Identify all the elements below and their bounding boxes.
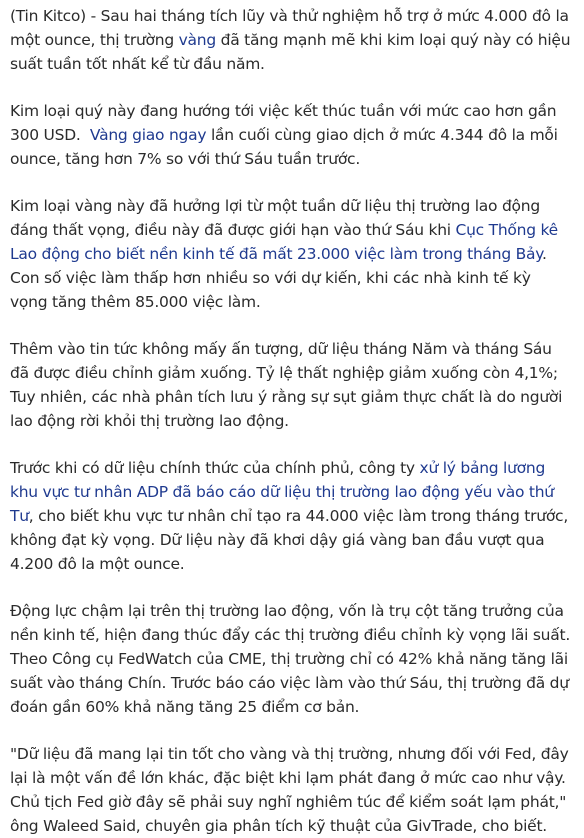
paragraph-3 xyxy=(10,194,572,314)
paragraph-text: , cho biết khu vực tư nhân chỉ tạo ra 44.000 việc làm trong tháng trước, không đạt kỳ vọng. Dữ liệu này đã khơi dậy giá vàng ban đầu vượt qua 4.200 đô la một ounce. xyxy=(10,507,569,573)
paragraph-text: (Tin Kitco) - Sau hai tháng tích lũy và thử nghiệm hỗ trợ ở mức 4.000 đô la một ounce, thị trường xyxy=(10,7,569,49)
link-adp-report[interactable]: xử lý bảng lương khu vực tư nhân ADP đã báo cáo dữ liệu thị trường lao động yếu vào thứ Tư xyxy=(10,459,554,525)
paragraph-text: . Con số việc làm thấp hơn nhiều so với dự kiến, khi các nhà kinh tế kỳ vọng tăng thêm 85.000 việc làm. xyxy=(10,245,547,311)
paragraph-2 xyxy=(10,99,572,171)
paragraph-7 xyxy=(10,742,572,838)
paragraph-5 xyxy=(10,456,572,576)
paragraph-text: "Dữ liệu đã mang lại tin tốt cho vàng và thị trường, nhưng đối với Fed, đây lại là một vấn đề lớn khác, đặc biệt khi lạm phát đang ở mức cao như vậy. Chủ tịch Fed giờ đây sẽ phải suy nghĩ nghiêm túc để kiểm soát lạm phát," ông Waleed Said, chuyên gia phân tích kỹ thuật của GivTrade, cho biết. xyxy=(10,745,569,835)
paragraph-text: Động lực chậm lại trên thị trường lao động, vốn là trụ cột tăng trưởng của nền kinh tế, hiện đang thúc đẩy các thị trường điều chỉnh kỳ vọng lãi suất. Theo Công cụ FedWatch của CME, thị trường chỉ có 42% khả năng tăng lãi suất vào tháng Chín. Trước báo cáo việc làm vào thứ Sáu, thị trường đã dự đoán gần 60% khả năng tăng 25 điểm cơ bản. xyxy=(10,602,571,716)
paragraph-text: đã tăng mạnh mẽ khi kim loại quý này có hiệu suất tuần tốt nhất kể từ đầu năm. xyxy=(10,31,571,73)
paragraph-6 xyxy=(10,599,572,719)
paragraph-text: Thêm vào tin tức không mấy ấn tượng, dữ liệu tháng Năm và tháng Sáu đã được điều chỉnh giảm xuống. Tỷ lệ thất nghiệp giảm xuống còn 4,1%; Tuy nhiên, các nhà phân tích lưu ý rằng sự sụt giảm thực chất là do người lao động rời khỏi thị trường lao động. xyxy=(10,340,563,430)
paragraph-text: Kim loại vàng này đã hưởng lợi từ một tuần dữ liệu thị trường lao động đáng thất vọng, điều này đã được giới hạn vào thứ Sáu khi xyxy=(10,197,540,239)
link-vang[interactable]: vàng xyxy=(178,31,216,49)
paragraph-text: Kim loại quý này đang hướng tới việc kết thúc tuần với mức cao hơn gần 300 USD. xyxy=(10,102,562,144)
paragraph-text: Trước khi có dữ liệu chính thức của chính phủ, công ty xyxy=(10,459,420,477)
paragraph-4 xyxy=(10,337,572,433)
link-vang-giao-ngay[interactable]: Vàng giao ngay xyxy=(89,126,207,144)
link-cuc-thong-ke-lao-dong[interactable]: Cục Thống kê Lao động cho biết nền kinh tế đã mất 23.000 việc làm trong tháng Bảy xyxy=(10,221,558,263)
paragraph-text: lần cuối cùng giao dịch ở mức 4.344 đô la mỗi ounce, tăng hơn 7% so với thứ Sáu tuần trước. xyxy=(10,126,558,168)
paragraph-1 xyxy=(10,4,572,76)
